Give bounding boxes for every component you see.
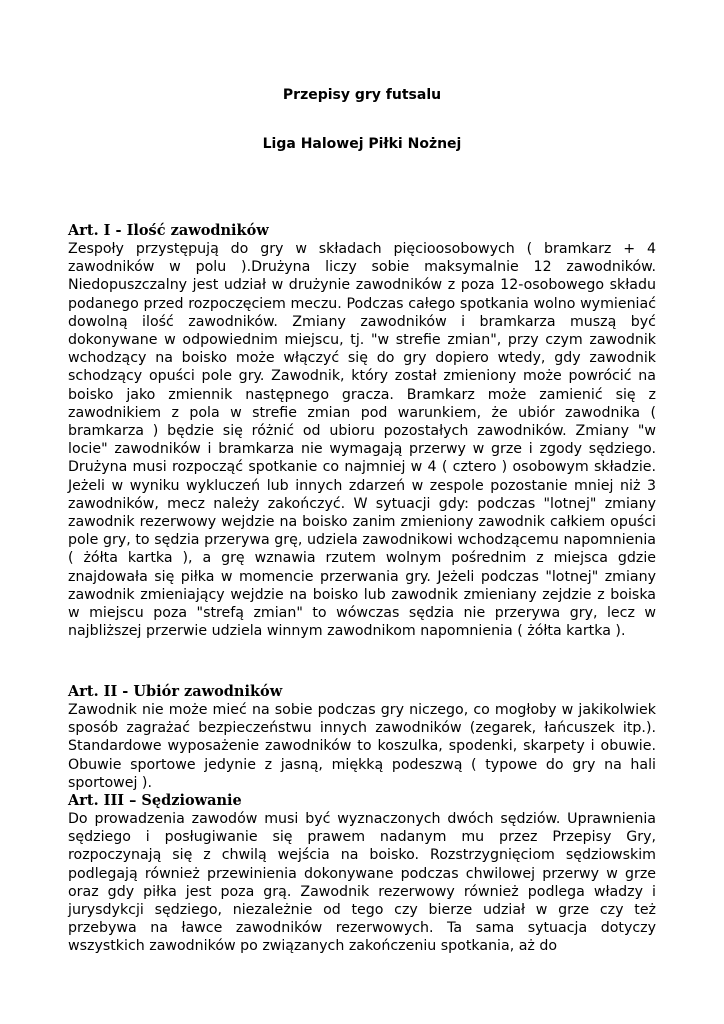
- article-1: [68, 222, 656, 640]
- article-1-text: Zespoły przystępują do gry w składach pięcioosobowych ( bramkarz + 4 zawodników w polu ).Drużyna liczy sobie maksymalnie 12 zawodników. Niedopuszczalny jest udział w drużynie zawodników z poza 12-osobowego składu podanego przed rozpoczęciem meczu. Podczas całego spotkania wolno wymieniać dowolną ilość zawodników. Zmiany zawodników i bramkarza muszą być dokonywane w odpowiednim miejscu, tj. "w strefie zmian", przy czym zawodnik wchodzący na boisko może włączyć się do gry dopiero wtedy, gdy zawodnik schodzący opuści pole gry. Zawodnik, który został zmieniony może powrócić na boisko jako zmiennik następnego gracza. Bramkarz może zamienić się z zawodnikiem z pola w strefie zmian pod warunkiem, że ubiór zawodnika ( bramkarza ) będzie się różnić od ubioru pozostałych zawodników. Zmiany "w locie" zawodników i bramkarza nie wymagają przerwy w grze i zgody sędziego. Drużyna musi rozpocząć spotkanie co najmniej w 4 ( cztero ) osobowym składzie. Jeżeli w wyniku wykluczeń lub innych zdarzeń w zespole pozostanie mniej niż 3 zawodników, mecz należy zakończyć. W sytuacji gdy: podczas "lotnej" zmiany zawodnik rezerwowy wejdzie na boisko zanim zmieniony zawodnik całkiem opuści pole gry, to sędzia przerywa grę, udziela zawodnikowi wchodzącemu napomnienia ( żółta kartka ), a grę wznawia rzutem wolnym pośrednim z miejsca gdzie znajdowała się piłka w momencie przerwania gry. Jeżeli podczas "lotnej" zmiany zawodnik zmieniający wejdzie na boisko lub zawodnik zmieniany zejdzie z boiska w miejscu poza "strefą zmian" to wówczas sędzia nie przerywa gry, lecz w najbliższej przerwie udziela winnym zawodnikom napomnienia ( żółta kartka ).: [68, 241, 656, 640]
- articles-2-3: [68, 683, 656, 956]
- document-subtitle: Liga Halowej Piłki Nożnej: [262, 136, 462, 152]
- document-title: Przepisy gry futsalu: [282, 87, 442, 103]
- article-1-heading: Art. I - Ilość zawodników: [68, 222, 269, 239]
- article-2-heading: Art. II - Ubiór zawodników: [68, 683, 283, 700]
- article-2-text: Zawodnik nie może mieć na sobie podczas gry niczego, co mogłoby w jakikolwiek sposób zagrażać bezpieczeństwu innych zawodników (zegarek, łańcuszek itp.). Standardowe wyposażenie zawodników to koszulka, spodenki, skarpety i obuwie. Obuwie sportowe jedynie z jasną, miękką podeszwą ( typowe do gry na hali sportowej ).: [68, 702, 656, 791]
- article-3-heading: Art. III – Sędziowanie: [68, 792, 242, 810]
- article-3-text: Do prowadzenia zawodów musi być wyznaczonych dwóch sędziów. Uprawnienia sędziego i posługiwanie się prawem nadanym mu przez Przepisy Gry, rozpoczynają się z chwilą wejścia na boisko. Rozstrzygnięciom sędziowskim podlegają również przewinienia dokonywane podczas chwilowej przerwy w grze oraz gdy piłka jest poza grą. Zawodnik rezerwowy również podlega władzy i jurysdykcji sędziego, niezależnie od tego czy bierze udział w grze czy też przebywa na ławce zawodników rezerwowych. Ta sama sytuacja dotyczy wszystkich zawodników po związanych zakończeniu spotkania, aż do: [68, 811, 656, 955]
